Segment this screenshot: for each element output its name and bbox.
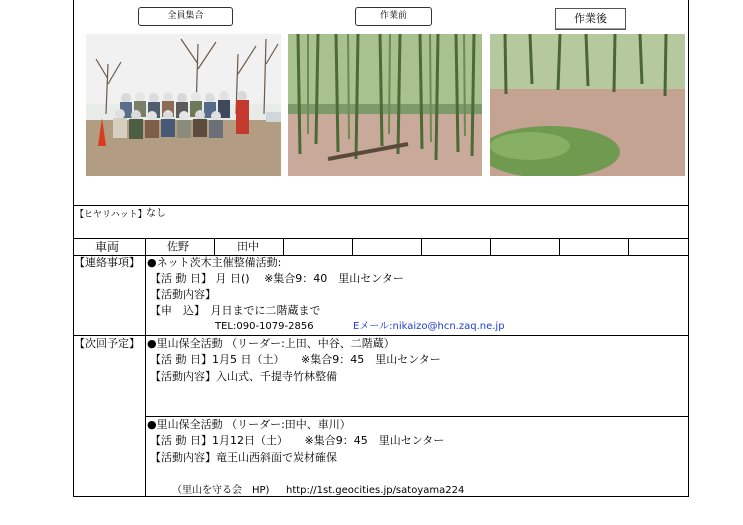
vehicle-name-2: 田中 [237,240,259,253]
group-photo [86,34,281,176]
divider-hiyari-top [73,205,689,206]
event1-date: 【活 動 日】1月5 日（土） ※集合9：45 里山センター [150,353,441,366]
vehicle-cell-border-3 [352,238,353,255]
caption-after-work: 作業後 [555,8,626,30]
homepage-url-link[interactable]: http://1st.geocities.jp/satoyama224 [286,485,465,496]
event2-date: 【活 動 日】1月12日（土） ※集合9：45 里山センター [150,434,445,447]
before-work-photo [288,34,482,176]
event1-content: 【活動内容】入山式、千提寺竹林整備 [150,370,337,383]
divider-vehicle-top [73,238,689,239]
notices-line-1: ●ネット茨木主催整備活動: [147,256,282,269]
label-column-border [145,238,146,497]
event1-title: ●里山保全活動 （リーダー:上田、中谷、二階蔵） [147,337,395,350]
next-schedule-label: 【次回予定】 [74,337,140,350]
vehicle-cell-border-2 [283,238,284,255]
vehicle-cell-border-4 [421,238,422,255]
hiyari-label: 【ヒヤリハット】 [75,210,147,220]
divider-next-top [73,335,689,336]
notices-line-4: 【申 込】 月日までに二階蔵まで [150,304,321,317]
vehicle-cell-border-1 [214,238,215,255]
notices-tel: TEL:090-1079-2856 [215,321,314,332]
notices-line-2: 【活 動 日】 月 日() ※集合9：40 里山センター [150,272,404,285]
vehicle-cell-border-7 [628,238,629,255]
homepage-label: （里山を守る会 HP) [172,485,270,496]
event2-content: 【活動内容】竜王山西斜面で炭材確保 [150,451,337,464]
vehicle-name-1: 佐野 [167,240,189,253]
vehicle-cell-border-5 [490,238,491,255]
caption-group-photo: 全員集合 [138,7,233,26]
hiyari-value: なし [146,208,166,219]
event2-title: ●里山保全活動 （リーダー:田中、車川） [147,418,351,431]
notices-label: 【連絡事項】 [74,256,140,269]
divider-next-event [145,416,689,417]
vehicle-cell-border-6 [559,238,560,255]
after-work-photo [490,34,685,176]
notices-line-3: 【活動内容】 [150,288,216,301]
caption-before-work: 作業前 [355,7,432,26]
notices-email-link[interactable]: Eメール:nikaizo@hcn.zaq.ne.jp [353,321,505,332]
vehicle-label: 車両 [95,240,120,254]
